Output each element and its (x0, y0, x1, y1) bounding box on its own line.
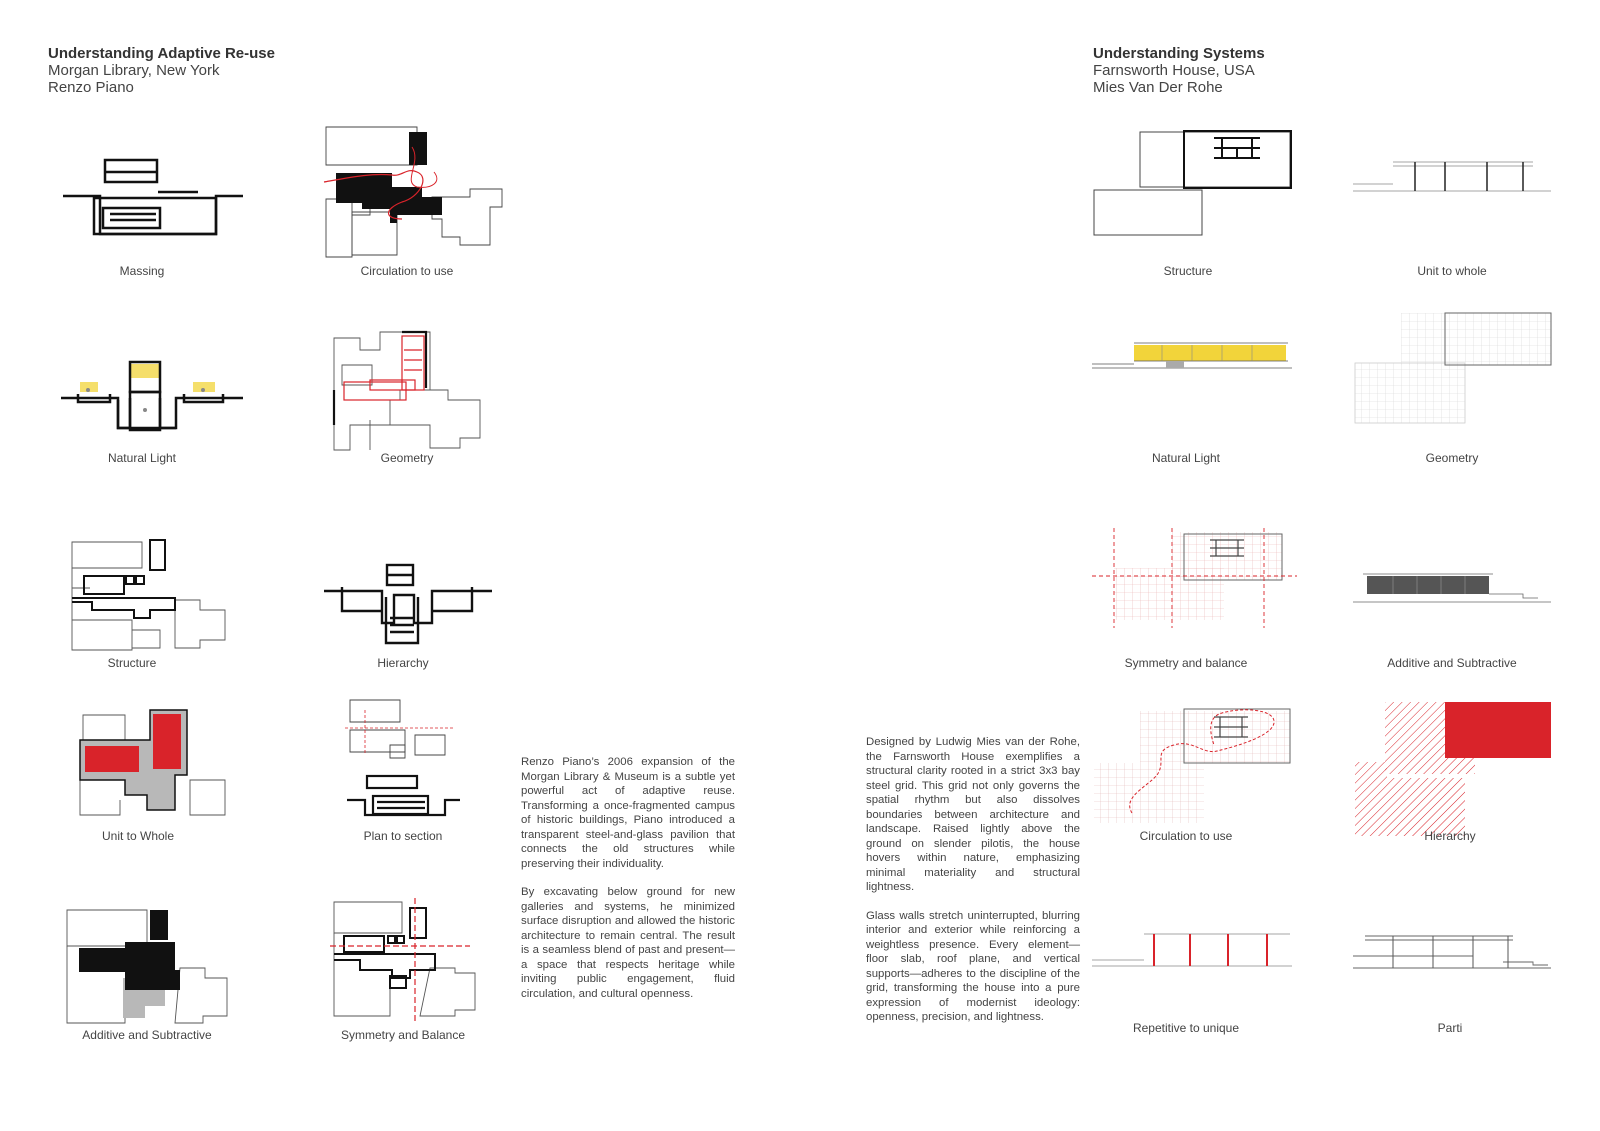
caption-massing: Massing (119, 264, 165, 278)
unit-to-whole-diagram (75, 710, 235, 820)
caption-geometry: Geometry (380, 451, 434, 465)
parti-diagram (1353, 932, 1553, 972)
repetitive-to-unique-diagram (1092, 930, 1297, 970)
structure-diagram (70, 540, 235, 655)
farnsworth-hierarchy-diagram (1353, 700, 1558, 838)
caption-farnsworth-symmetry: Symmetry and balance (1124, 656, 1248, 670)
left-header (48, 45, 275, 96)
left-paragraph-2: By excavating below ground for new galleries and systems, he minimized surface disruption and allowed the historic architecture to remain central. The result is a seamless blend of past and present—a space that respects heritage while inviting public engagement, fluid circulation, and cultural openness. (521, 886, 735, 1000)
caption-additive-subtractive: Additive and Subtractive (82, 1028, 212, 1042)
right-title: Understanding Systems (1093, 45, 1265, 62)
massing-diagram (58, 150, 248, 245)
farnsworth-natural-light-diagram (1092, 340, 1297, 375)
caption-farnsworth-hierarchy: Hierarchy (1424, 829, 1476, 843)
caption-farnsworth-natural-light: Natural Light (1151, 451, 1221, 465)
caption-farnsworth-structure: Structure (1163, 264, 1213, 278)
symmetry-balance-diagram (330, 898, 490, 1023)
left-subtitle-building: Morgan Library, New York (48, 62, 220, 79)
caption-farnsworth-unit-whole: Unit to whole (1417, 264, 1487, 278)
right-paragraph-2: Glass walls stretch uninterrupted, blurring interior and exterior while reinforcing a weightless presence. Every element—floor slab, roof plane, and vertical supports—adheres to the discipline of the grid, transforming the house into a pure expression of modernist ideology: openness, precision, and lightness. (866, 909, 1080, 1023)
left-paragraph-1: Renzo Piano’s 2006 expansion of the Morgan Library & Museum is a subtle yet powerful act of adaptive reuse. Transforming a once-fragmented campus of historic buildings, Piano introduced a transparent steel-and-glass pavilion that connects the old structures while preserving their individuality. (521, 756, 735, 870)
farnsworth-structure-diagram (1092, 128, 1297, 240)
caption-symmetry-balance: Symmetry and Balance (340, 1028, 466, 1042)
caption-farnsworth-additive: Additive and Subtractive (1387, 656, 1517, 670)
hierarchy-diagram (322, 563, 502, 648)
farnsworth-circulation-diagram (1092, 705, 1297, 825)
farnsworth-symmetry-diagram (1092, 528, 1297, 628)
farnsworth-geometry-diagram (1353, 313, 1553, 428)
caption-structure: Structure (107, 656, 157, 670)
caption-circulation: Circulation to use (360, 264, 454, 278)
caption-plan-to-section: Plan to section (363, 829, 443, 843)
farnsworth-unit-whole-diagram (1353, 158, 1553, 198)
caption-parti: Parti (1437, 1021, 1463, 1035)
left-title: Understanding Adaptive Re-use (48, 45, 275, 62)
geometry-diagram (330, 330, 490, 455)
right-subtitle-building: Farnsworth House, USA (1093, 62, 1255, 79)
right-description (866, 735, 1080, 1039)
caption-hierarchy: Hierarchy (377, 656, 429, 670)
right-paragraph-1: Designed by Ludwig Mies van der Rohe, the Farnsworth House exemplifies a structural clarity rooted in a strict 3x3 bay steel grid. This grid not only governs the spatial rhythm but also dissolves boundaries between architecture and landscape. Raised lightly above the ground on slender pilotis, the house hovers within nature, emphasizing minimal materiality and structural lightness. (866, 736, 1080, 893)
caption-farnsworth-circulation: Circulation to use (1139, 829, 1233, 843)
left-subtitle-architect: Renzo Piano (48, 79, 134, 96)
right-subtitle-architect: Mies Van Der Rohe (1093, 79, 1223, 96)
additive-subtractive-diagram (65, 908, 235, 1028)
natural-light-diagram (58, 360, 248, 440)
caption-farnsworth-geometry: Geometry (1425, 451, 1479, 465)
caption-repetitive-to-unique: Repetitive to unique (1132, 1021, 1240, 1035)
left-description (521, 755, 735, 1015)
right-header (1093, 45, 1265, 96)
plan-to-section-diagram (345, 700, 475, 820)
farnsworth-additive-diagram (1353, 570, 1553, 605)
caption-natural-light: Natural Light (107, 451, 177, 465)
caption-unit-to-whole: Unit to Whole (101, 829, 175, 843)
circulation-diagram (322, 127, 507, 262)
